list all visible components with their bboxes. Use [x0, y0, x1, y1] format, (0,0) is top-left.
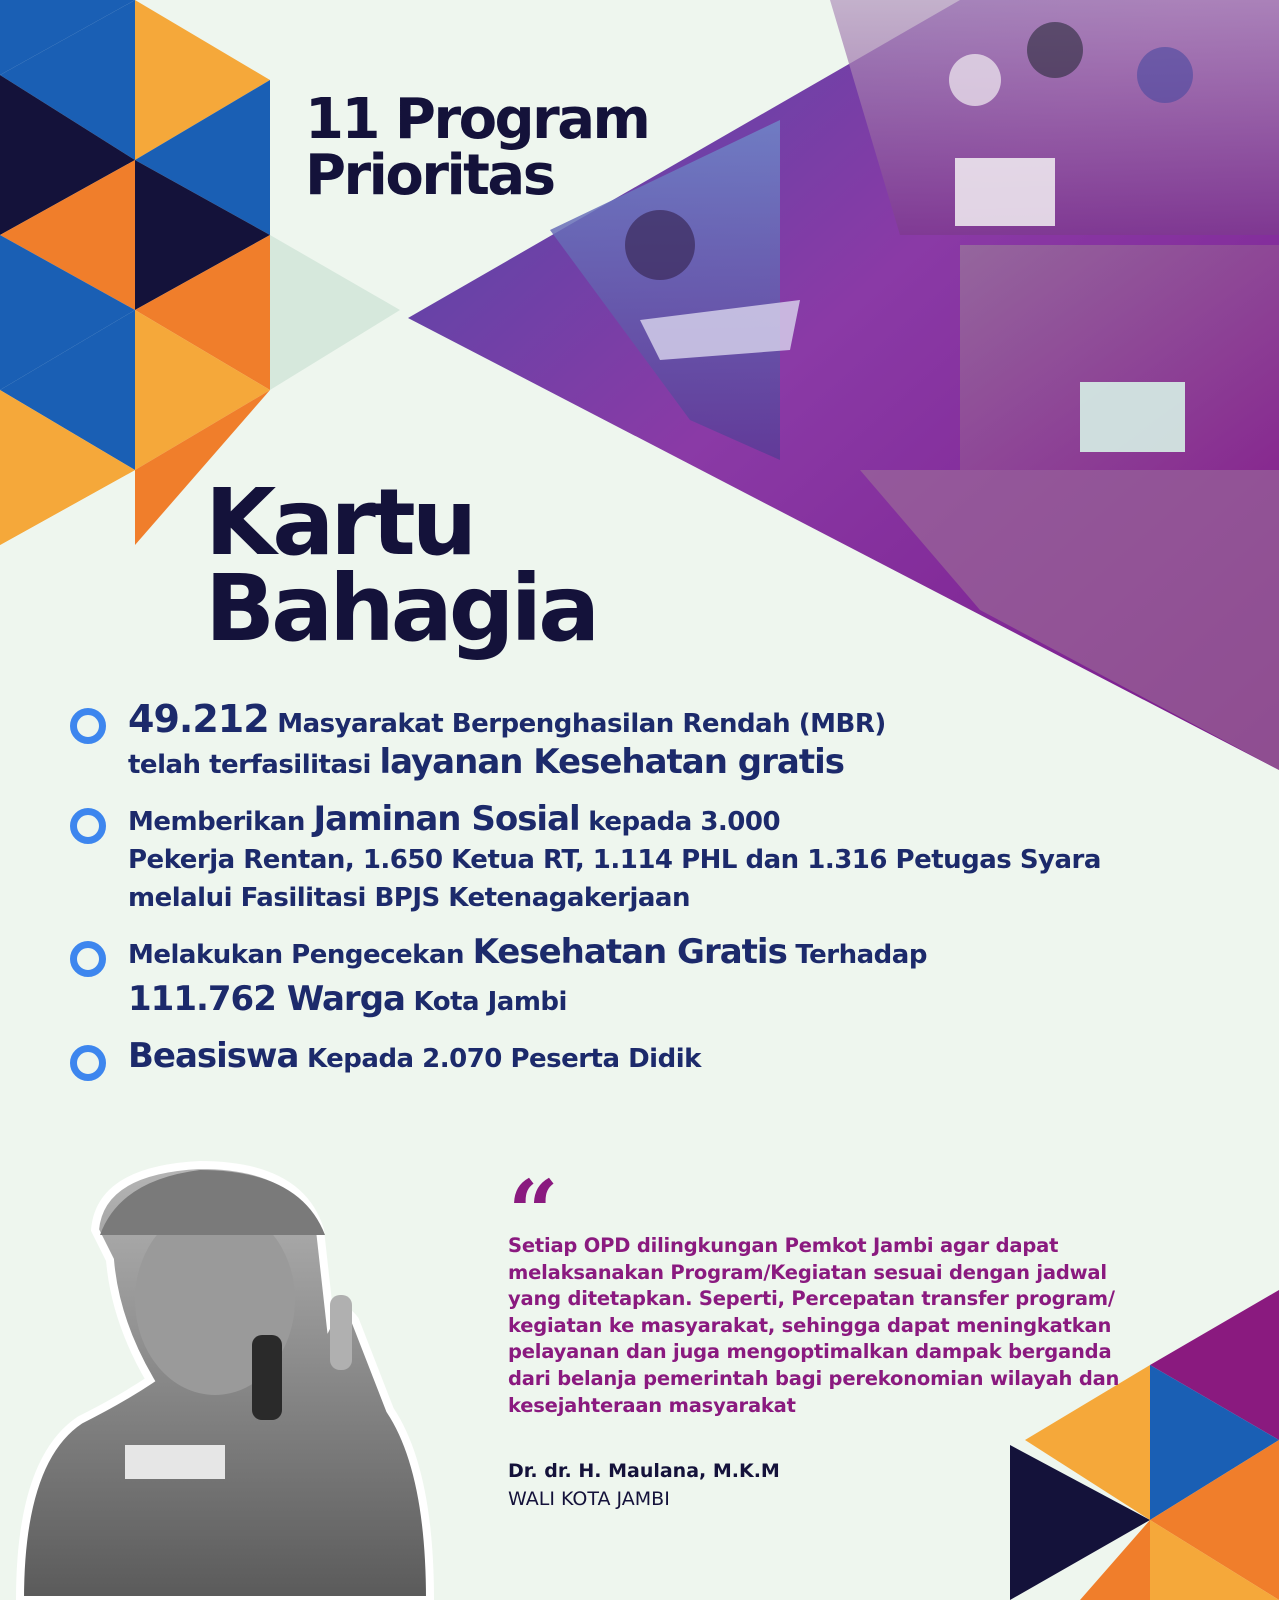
bullet-item-beasiswa: [70, 1037, 1190, 1078]
bullet-text: melalui Fasilitasi BPJS Ketenagakerjaan: [128, 883, 690, 913]
quote-mark-icon: “: [508, 1160, 559, 1264]
bullet-highlight: Kesehatan Gratis: [472, 932, 787, 972]
bullet-text: kepada 3.000: [579, 807, 781, 837]
bullet-text: Kepada 2.070 Peserta Didik: [298, 1044, 701, 1074]
program-label-line2: Prioritas: [305, 143, 554, 208]
program-label-line1: 11 Program: [305, 87, 649, 152]
bullet-highlight: Beasiswa: [128, 1036, 299, 1076]
bullet-highlight: layanan Kesehatan gratis: [379, 742, 844, 782]
bullet-highlight: 49.212: [128, 697, 269, 741]
bullet-text: Masyarakat Berpenghasilan Rendah (MBR): [268, 709, 886, 739]
quote-text: Setiap OPD dilingkungan Pemkot Jambi agar dapat melaksanakan Program/Kegiatan sesuai dengan jadwal yang ditetapkan. Seperti, Percepatan transfer program/ kegiatan ke masyarakat, sehingga dapat meningkatkan pelayanan dan juga mengoptimalkan dampak berganda dari belanja pemerintah bagi perekonomian wilayah dan kesejahteraan masyarakat: [508, 1234, 1120, 1417]
quote-author: Dr. dr. H. Maulana, M.K.M: [508, 1460, 780, 1482]
bullet-text: Pekerja Rentan, 1.650 Ketua RT, 1.114 PHL dan 1.316 Petugas Syara: [128, 845, 1101, 875]
program-label: [305, 87, 649, 208]
bullet-text: Melakukan Pengecekan: [128, 940, 473, 970]
bullet-item-jaminan-sosial: [70, 800, 1190, 917]
bullet-text: Terhadap: [786, 940, 927, 970]
bullet-highlight: 111.762 Warga: [128, 979, 405, 1019]
bullet-item-kesehatan-gratis: [70, 933, 1190, 1021]
speaker-portrait-image: [20, 1165, 430, 1600]
bullet-circle-icon: [70, 941, 106, 977]
bullet-circle-icon: [70, 708, 106, 744]
bullet-text: telah terfasilitasi: [128, 750, 380, 780]
bullet-text: Memberikan: [128, 807, 314, 837]
bullet-circle-icon: [70, 1045, 106, 1081]
page-title-line1: Kartu: [205, 469, 474, 576]
bullet-circle-icon: [70, 808, 106, 844]
bullet-text: Kota Jambi: [404, 987, 567, 1017]
quote-author-role: WALI KOTA JAMBI: [508, 1488, 670, 1510]
bullet-item-mbr: [70, 697, 1190, 784]
bullet-list: [70, 697, 1190, 1094]
page-title-line2: Bahagia: [205, 555, 597, 662]
page-title: [205, 469, 597, 662]
bullet-highlight: Jaminan Sosial: [313, 799, 580, 839]
left-mosaic-pattern: [0, 0, 400, 545]
